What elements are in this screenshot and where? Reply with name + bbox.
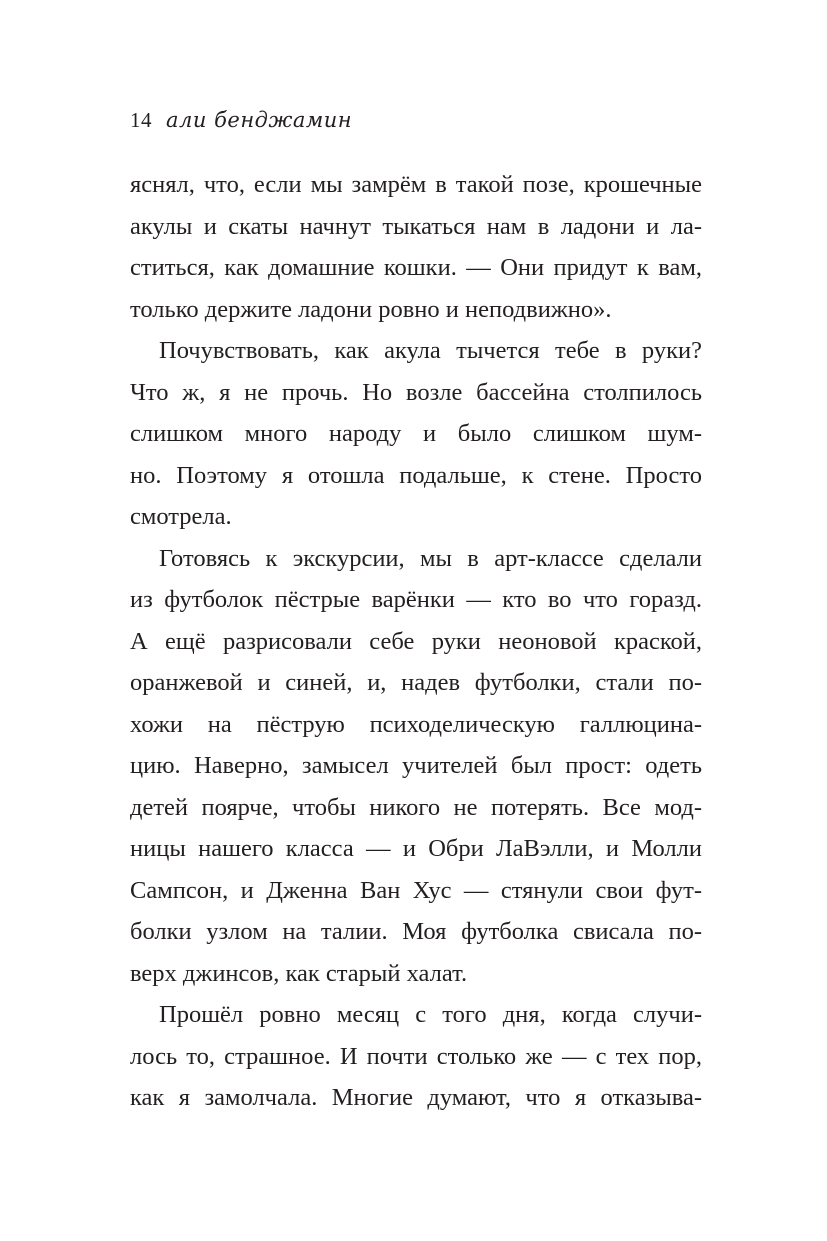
text-line: но. Поэтому я отошла подальше, к стене. Просто xyxy=(130,461,702,489)
text-line: верх джинсов, как старый халат. xyxy=(130,959,468,987)
text-line: яснял, что, если мы замрём в такой позе, крошечные xyxy=(130,171,702,198)
text-line: Что ж, я не прочь. Но возле бассейна столпилось xyxy=(130,378,702,406)
text-line: Сампсон, и Дженна Ван Хус — стянули свои фут- xyxy=(130,876,702,904)
text-line: только держите ладони ровно и неподвижно». xyxy=(130,295,612,323)
text-line: Почувствовать, как акула тычется тебе в руки? xyxy=(159,337,702,364)
text-line: смотрела. xyxy=(130,503,232,530)
text-line: хожи на пёструю психоделическую галлюцина- xyxy=(130,710,702,738)
text-line: как я замолчала. Многие думают, что я отказыва- xyxy=(130,1084,702,1111)
running-head xyxy=(130,108,352,138)
text-line: ницы нашего класса — и Обри ЛаВэлли, и Молли xyxy=(130,835,702,862)
running-head-author: али бенджамин xyxy=(166,108,353,132)
text-line: акулы и скаты начнут тыкаться нам в ладони и ла- xyxy=(130,212,702,240)
text-line: оранжевой и синей, и, надев футболки, стали по- xyxy=(130,669,702,696)
text-line: слишком много народу и было слишком шум- xyxy=(130,420,702,447)
text-line: цию. Наверно, замысел учителей был прост: одеть xyxy=(130,752,702,779)
text-line: болки узлом на талии. Моя футболка свисала по- xyxy=(130,918,702,945)
text-line: ститься, как домашние кошки. — Они придут к вам, xyxy=(130,254,702,281)
text-line: детей поярче, чтобы никого не потерять. Все мод- xyxy=(130,793,702,821)
page-number: 14 xyxy=(130,108,152,132)
text-line: Прошёл ровно месяц с того дня, когда случи- xyxy=(159,1001,702,1028)
body-text xyxy=(130,164,702,1119)
text-line: лось то, страшное. И почти столько же — с тех пор, xyxy=(130,1042,702,1070)
text-line: Готовясь к экскурсии, мы в арт-классе сделали xyxy=(159,544,702,572)
text-line: А ещё разрисовали себе руки неоновой краской, xyxy=(130,627,702,655)
text-line: из футболок пёстрые варёнки — кто во что горазд. xyxy=(130,586,702,613)
